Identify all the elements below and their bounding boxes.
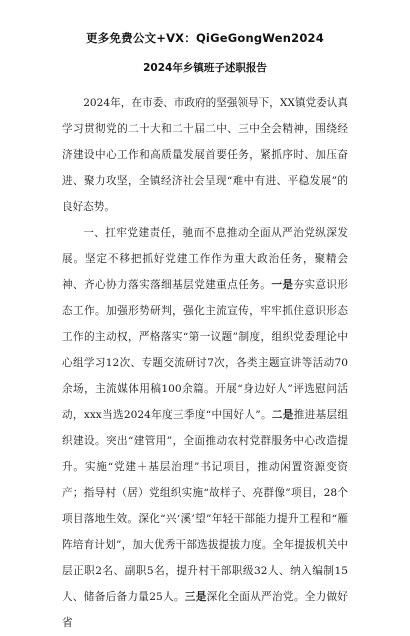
paragraph-intro [62,90,348,220]
paragraph-party-building [62,220,348,636]
document-title: 2024年乡镇班子述职报告 [143,62,267,74]
document-body [62,90,348,636]
paragraph-text: 夯实意识形态工作。加强形势研判，强化主流宣传，牢牢抓住意识形态工作的主动权，严格落实“第一议题”制度，组织党委理论中心组学习12次、专题交流研讨7次，各类主题宣讲等活动70余场，主流媒体用稿100余篇。开展“身边好人”评选慰问活动，xxx当选2024年度三季度“中国好人”。 [62,279,349,421]
highlight-marker: 三是 [184,591,207,603]
promo-header: 更多免费公文+VX：QiGeGongWen2024 [86,31,324,45]
highlight-marker: 二是 [271,409,294,421]
paragraph-text: 一、扛牢党建责任，驰而不息推动全面从严治党纵深发展。坚定不移把抓好党建工作作为重大政治任务，聚精会神、齐心协力落实落细基层党建重点任务。 [62,227,348,291]
paragraph-text: 深化全面从严治党。全力做好省 [62,591,349,629]
paragraph-text: 推进基层组织建设。突出“建管用”，全面推动农村党群服务中心改造提升。实施“党建＋基层治理”书记项目，推动闲置资源变资产；指导村（居）党组织实施“故样子、亮群像”项目，28个项目落地生效。深化“兴‘溪’望”年轻干部能力提升工程和“雁阵培育计划”，加大优秀干部选拔提拔力度。全年提拔机关中层正职2名、副职5名，提升村干部职级32人、纳入编制15人、储备后备力量25人。 [62,409,349,603]
paragraph-text: 2024年，在市委、市政府的坚强领导下，XX镇党委认真学习贯彻党的二十大和二十届二中、三中全会精神，围绕经济建设中心工作和高质量发展首要任务，紧抓序时、加压奋进、聚力攻坚，全镇经济社会呈现“难中有进、平稳发展”的良好态势。 [62,97,348,213]
highlight-marker: 一是 [271,279,294,291]
